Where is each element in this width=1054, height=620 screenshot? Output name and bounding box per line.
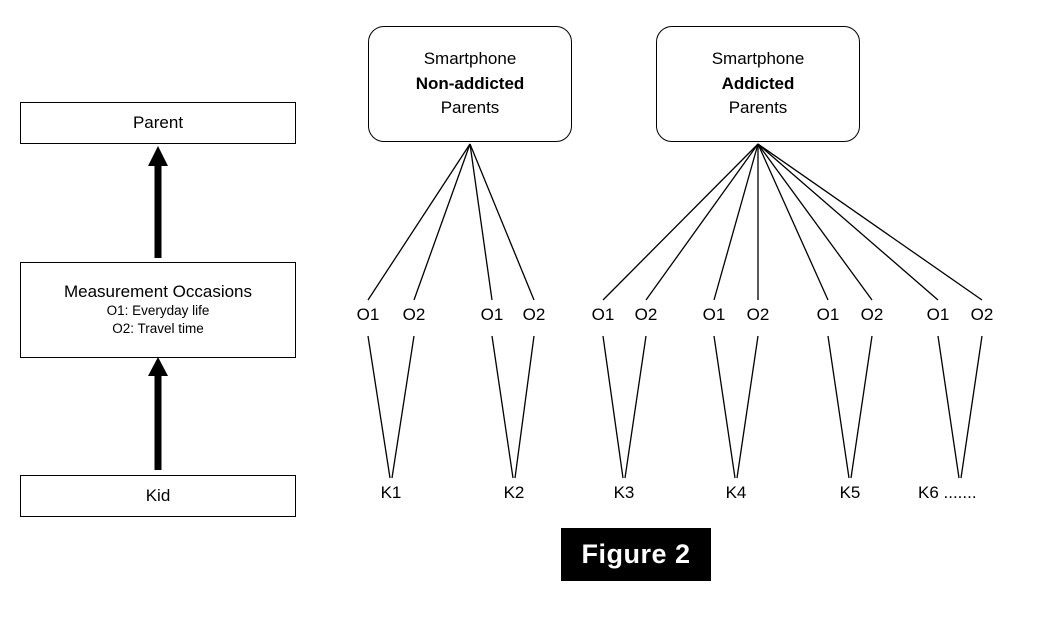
left-measurement-line2: O2: Travel time: [112, 321, 204, 336]
occasion-label: O2: [970, 305, 994, 324]
edges-addicted-occasions: [603, 144, 982, 300]
group-addicted-line2: Addicted: [721, 73, 795, 93]
kid-label: K2: [503, 483, 525, 502]
occasion-label: O2: [522, 305, 546, 324]
left-measurement-title: Measurement Occasions: [63, 281, 253, 301]
left-parent-box: [20, 102, 296, 144]
occasion-label: O2: [746, 305, 770, 324]
group-non-addicted-line2: Non-addicted: [415, 73, 525, 93]
occasion-label: O1: [926, 305, 950, 324]
left-arrow-kid-to-occasions: [148, 357, 168, 470]
left-parent-label: Parent: [132, 113, 184, 132]
occasion-label: O1: [480, 305, 504, 324]
figure-caption: Figure 2: [561, 528, 711, 581]
occasion-label: O1: [702, 305, 726, 324]
edges-occasions-to-kids: [368, 336, 982, 478]
left-measurement-box: [20, 262, 296, 358]
kid-label: K1: [380, 483, 402, 502]
occasion-label: O1: [356, 305, 380, 324]
kid-label: K6 .......: [918, 483, 977, 502]
group-non-addicted-line3: Parents: [440, 98, 500, 118]
occasion-label: O1: [591, 305, 615, 324]
left-kid-label: Kid: [145, 486, 171, 505]
kid-label: K4: [725, 483, 747, 502]
occasion-label: O1: [816, 305, 840, 324]
group-box-addicted: [656, 26, 860, 142]
group-box-non-addicted: [368, 26, 572, 142]
left-arrow-occasions-to-parent: [148, 146, 168, 258]
left-measurement-line1: O1: Everyday life: [106, 302, 210, 318]
group-non-addicted-line1: Smartphone: [423, 49, 517, 69]
group-addicted-line1: Smartphone: [711, 49, 805, 69]
occasion-label: O2: [402, 305, 426, 324]
occasion-label: O2: [860, 305, 884, 324]
group-addicted-line3: Parents: [728, 98, 788, 118]
kid-label: K3: [613, 483, 635, 502]
left-kid-box: [20, 475, 296, 517]
occasion-label: O2: [634, 305, 658, 324]
kid-label: K5: [839, 483, 861, 502]
edges-non-addicted-occasions: [368, 144, 534, 300]
